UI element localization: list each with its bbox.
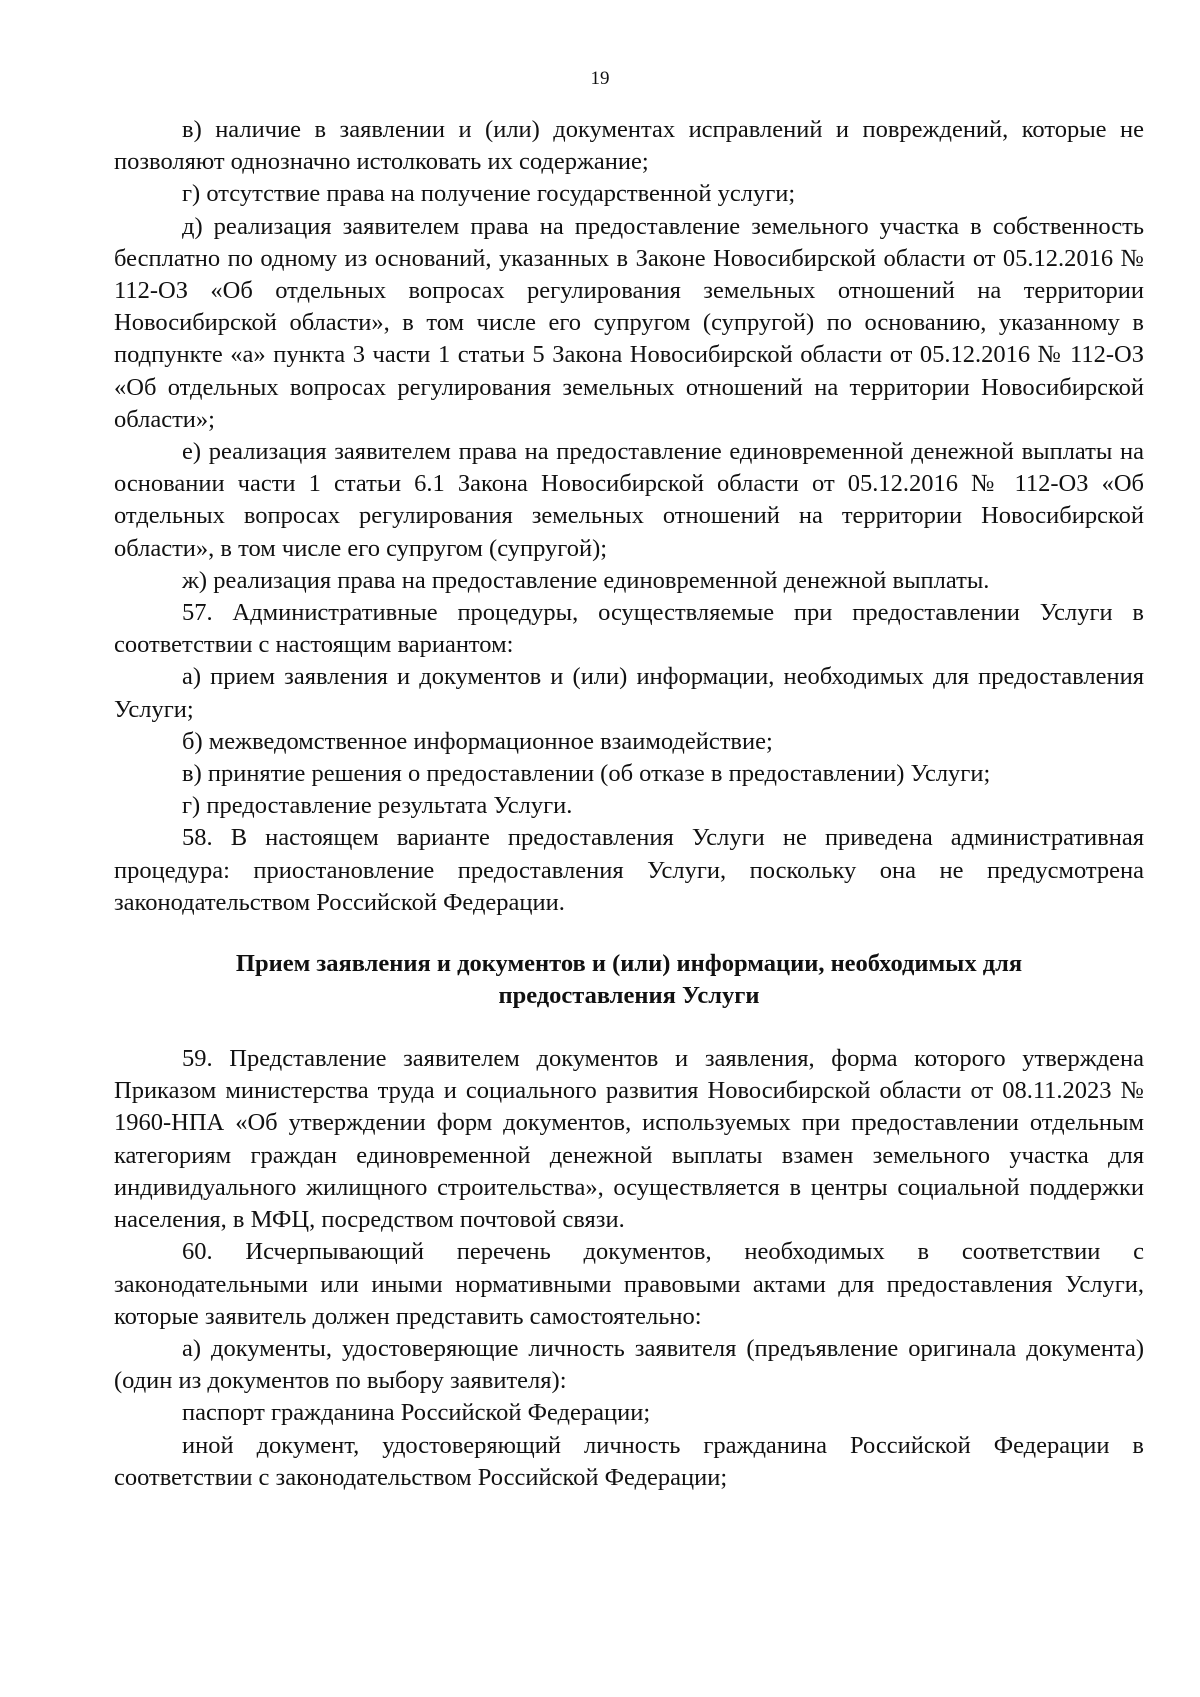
paragraph-60-item-a: а) документы, удостоверяющие личность заявителя (предъявление оригинала документа) (один из документов по выбору заявителя):	[114, 1334, 1144, 1395]
section-heading-line-2: предоставления Услуги	[498, 982, 760, 1010]
document-body	[114, 114, 1144, 1494]
page-number: 19	[590, 68, 610, 89]
paragraph-item-zh: ж) реализация права на предоставление единовременной денежной выплаты.	[182, 566, 990, 594]
paragraph-57-item-b: б) межведомственное информационное взаимодействие;	[182, 727, 773, 755]
section-heading-line-1: Прием заявления и документов и (или) информации, необходимых для	[235, 950, 1023, 978]
paragraph-item-g: г) отсутствие права на получение государственной услуги;	[182, 180, 796, 208]
section-heading	[114, 948, 1144, 1012]
paragraph-57-item-a: а) прием заявления и документов и (или) информации, необходимых для предоставления Услуги;	[114, 663, 1144, 723]
paragraph-passport: паспорт гражданина Российской Федерации;	[182, 1399, 651, 1427]
paragraph-item-v: в) наличие в заявлении и (или) документах исправлений и повреждений, которые не позволяют однозначно истолковать их содержание;	[114, 116, 1144, 176]
paragraph-57-item-g: г) предоставление результата Услуги.	[182, 792, 573, 820]
paragraph-58: 58. В настоящем варианте предоставления Услуги не приведена административная процедура: приостановление предоставления Услуги, поскольку она не предусмотрена законодательством Российской Федерации.	[114, 824, 1144, 916]
paragraph-item-e: е) реализация заявителем права на предоставление единовременной денежной выплаты на основании части 1 статьи 6.1 Закона Новосибирской области от 05.12.2016 № 112-ОЗ «Об отдельных вопросах регулирования земельных отношений на территории Новосибирской области», в том числе его супругом (супругой);	[114, 438, 1144, 562]
paragraph-60: 60. Исчерпывающий перечень документов, необходимых в соответствии с законодательными или иными нормативными правовыми актами для предоставления Услуги, которые заявитель должен представить самостоятельно:	[114, 1238, 1144, 1330]
paragraph-57-item-v: в) принятие решения о предоставлении (об отказе в предоставлении) Услуги;	[182, 760, 991, 788]
paragraph-57: 57. Административные процедуры, осуществляемые при предоставлении Услуги в соответствии с настоящим вариантом:	[114, 599, 1144, 659]
paragraph-item-d: д) реализация заявителем права на предоставление земельного участка в собственность бесплатно по одному из оснований, указанных в Законе Новосибирской области от 05.12.2016 № 112-ОЗ «Об отдельных вопросах регулирования земельных отношений на территории Новосибирской области», в том числе его супругом (супругой) по основанию, указанному в подпункте «а» пункта 3 части 1 статьи 5 Закона Новосибирской области от 05.12.2016 № 112-ОЗ «Об отдельных вопросах регулирования земельных отношений на территории Новосибирской области»;	[114, 212, 1144, 433]
paragraph-59: 59. Представление заявителем документов и заявления, форма которого утверждена Приказом министерства труда и социального развития Новосибирской области от 08.11.2023 № 1960-НПА «Об утверждении форм документов, используемых при предоставлении отдельным категориям граждан единовременной денежной выплаты взамен земельного участка для индивидуального жилищного строительства», осуществляется в центры социальной поддержки населения, в МФЦ, посредством почтовой связи.	[114, 1045, 1144, 1234]
paragraph-other-document: иной документ, удостоверяющий личность гражданина Российской Федерации в соответствии с законодательством Российской Федерации;	[114, 1431, 1144, 1491]
